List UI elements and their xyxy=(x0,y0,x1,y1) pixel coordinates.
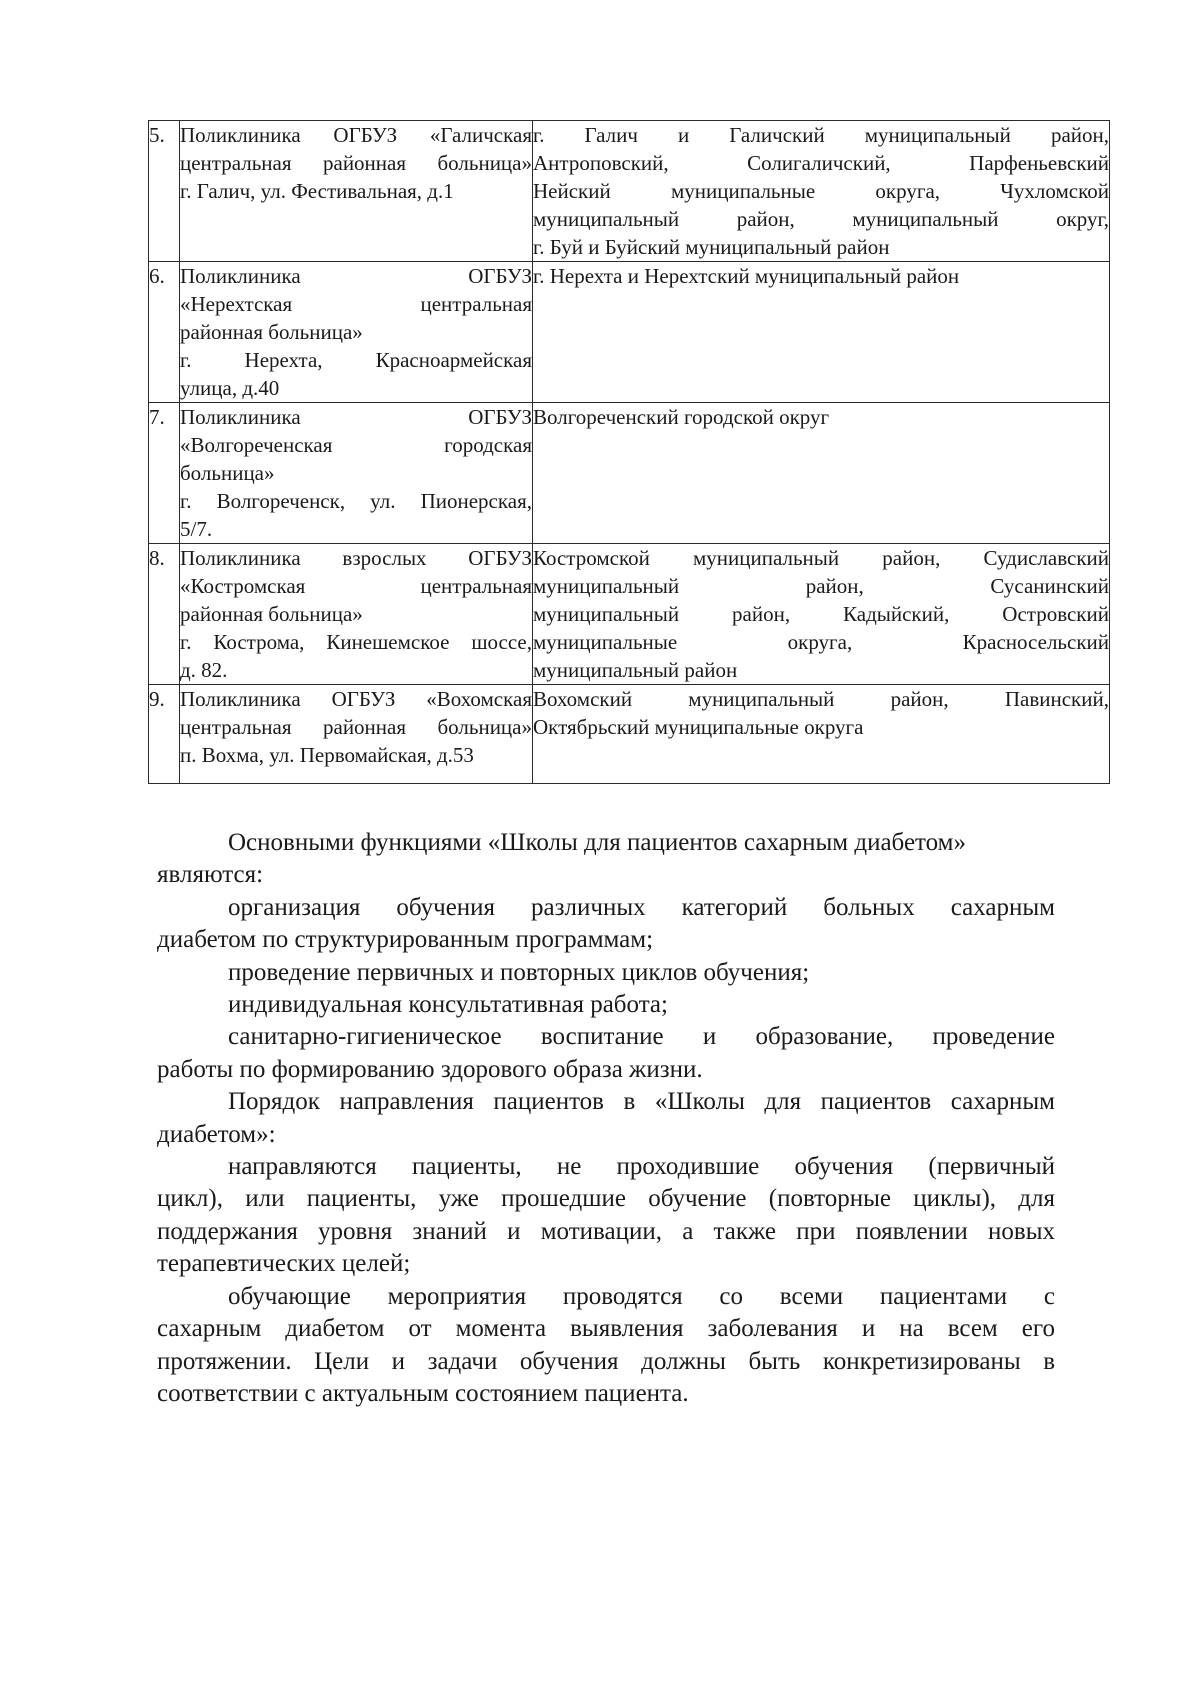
paragraph-line: поддержания уровня знаний и мотивации, а также при появлении новых xyxy=(157,1217,1055,1245)
paragraph-line: сахарным диабетом от момента выявления заболевания и на всем его xyxy=(157,1315,1055,1343)
area-line: Антроповский, Солигаличский, Парфеньевский xyxy=(533,151,1109,175)
area-line: Нейский муниципальные округа, Чухломской xyxy=(533,179,1109,203)
paragraph-line: соответствии с актуальным состоянием пациента. xyxy=(157,1379,689,1407)
clinic-line: п. Вохма, ул. Первомайская, д.53 xyxy=(180,743,474,767)
paragraph-line: работы по формированию здорового образа жизни. xyxy=(157,1055,703,1083)
clinic-cell xyxy=(180,403,533,544)
area-line: г. Нерехта и Нерехтский муниципальный район xyxy=(533,264,960,288)
area-line: г. Буй и Буйский муниципальный район xyxy=(533,235,890,259)
service-area-cell xyxy=(533,262,1110,403)
clinic-line: Поликлиника ОГБУЗ «Вохомская xyxy=(180,687,532,711)
paragraph-line: обучающие мероприятия проводятся со всеми пациентами с xyxy=(228,1282,1055,1310)
table-row xyxy=(149,403,1110,544)
clinic-line: г. Кострома, Кинешемское шоссе, xyxy=(180,630,532,654)
area-line: муниципальный район, Сусанинский xyxy=(533,574,1109,598)
service-area-cell xyxy=(533,544,1110,685)
paragraph-line: проведение первичных и повторных циклов обучения; xyxy=(228,958,810,986)
table-row xyxy=(149,685,1110,784)
clinic-line: г. Галич, ул. Фестивальная, д.1 xyxy=(180,179,454,203)
clinic-line: Поликлиника взрослых ОГБУЗ xyxy=(180,546,532,570)
clinic-line: Поликлиника ОГБУЗ xyxy=(180,405,532,429)
paragraph-line: Порядок направления пациентов в «Школы для пациентов сахарным xyxy=(228,1088,1055,1116)
clinic-line: Поликлиника ОГБУЗ xyxy=(180,264,532,288)
row-number: 9. xyxy=(149,685,180,784)
paragraph-line: индивидуальная консультативная работа; xyxy=(228,991,668,1019)
clinic-line: г. Нерехта, Красноармейская xyxy=(180,348,532,372)
paragraph-line: организация обучения различных категорий больных сахарным xyxy=(228,893,1055,921)
area-line: Костромской муниципальный район, Судиславский xyxy=(533,546,1109,570)
row-number: 6. xyxy=(149,262,180,403)
clinic-line: д. 82. xyxy=(180,658,228,682)
area-line: Вохомский муниципальный район, Павинский, xyxy=(533,687,1109,711)
area-line: Октябрьский муниципальные округа xyxy=(533,715,864,739)
service-area-cell xyxy=(533,685,1110,784)
clinic-line: г. Волгореченск, ул. Пионерская, xyxy=(180,489,532,513)
paragraph-line: санитарно-гигиеническое воспитание и образование, проведение xyxy=(228,1023,1055,1051)
clinic-line: «Нерехтская центральная xyxy=(180,292,532,316)
area-line: Волгореченский городской округ xyxy=(533,405,830,429)
clinic-line: «Костромская центральная xyxy=(180,574,532,598)
table-row xyxy=(149,121,1110,262)
clinic-line: районная больница» xyxy=(180,320,363,344)
area-line: муниципальные округа, Красносельский xyxy=(533,630,1109,654)
clinic-cell xyxy=(180,121,533,262)
paragraph-line: протяжении. Цели и задачи обучения должны быть конкретизированы в xyxy=(157,1347,1055,1375)
clinic-line: «Волгореченская городская xyxy=(180,433,532,457)
clinic-line: центральная районная больница» xyxy=(180,151,532,175)
row-number: 8. xyxy=(149,544,180,685)
table-row xyxy=(149,262,1110,403)
service-area-cell xyxy=(533,403,1110,544)
clinic-line: Поликлиника ОГБУЗ «Галичская xyxy=(180,123,532,147)
area-line: муниципальный район xyxy=(533,658,738,682)
row-number: 5. xyxy=(149,121,180,262)
paragraph-line: диабетом»: xyxy=(157,1120,276,1148)
area-line: г. Галич и Галичский муниципальный район, xyxy=(533,123,1109,147)
clinic-line: 5/7. xyxy=(180,517,213,541)
clinic-cell xyxy=(180,262,533,403)
paragraph-line: Основными функциями «Школы для пациентов сахарным диабетом» xyxy=(228,829,966,856)
body-text xyxy=(157,827,1055,1410)
service-area-cell xyxy=(533,121,1110,262)
clinic-cell xyxy=(180,685,533,784)
clinic-line: больница» xyxy=(180,461,275,485)
table-row xyxy=(149,544,1110,685)
row-number: 7. xyxy=(149,403,180,544)
paragraph-line: терапевтических целей; xyxy=(157,1250,411,1278)
clinic-line: центральная районная больница» xyxy=(180,715,532,739)
clinics-table xyxy=(148,120,1110,784)
area-line: муниципальный район, муниципальный округ, xyxy=(533,207,1109,231)
area-line: муниципальный район, Кадыйский, Островский xyxy=(533,602,1109,626)
clinic-line: улица, д.40 xyxy=(180,376,280,400)
paragraph-line: диабетом по структурированным программам; xyxy=(157,926,654,954)
paragraph-line: направляются пациенты, не проходившие обучения (первичный xyxy=(228,1153,1055,1181)
clinic-line: районная больница» xyxy=(180,602,363,626)
clinic-cell xyxy=(180,544,533,685)
paragraph-line: являются: xyxy=(157,861,264,889)
paragraph-line: цикл), или пациенты, уже прошедшие обучение (повторные циклы), для xyxy=(157,1185,1055,1213)
